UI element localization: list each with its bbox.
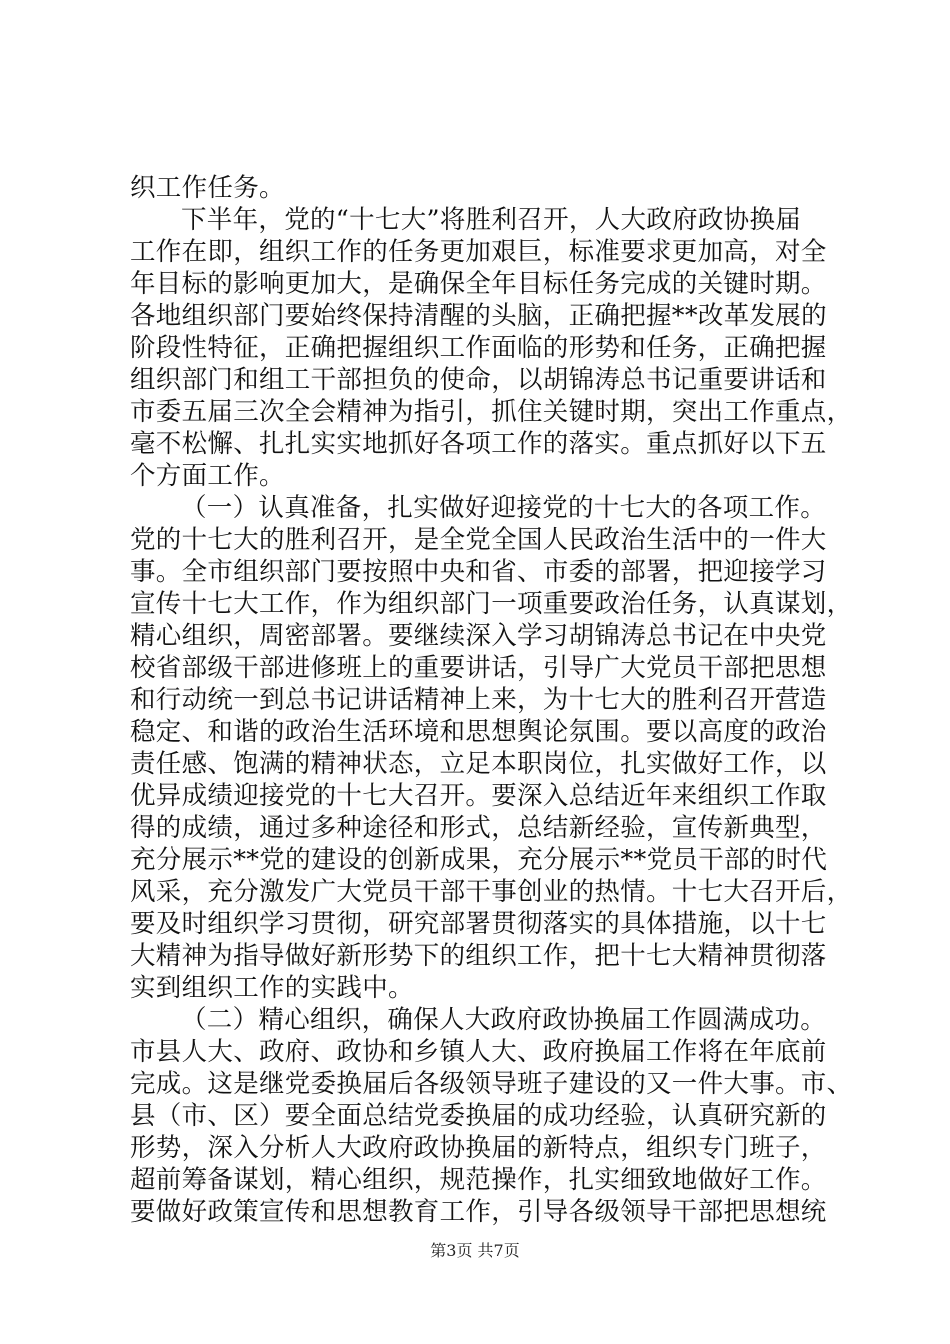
text-line: 工作在即，组织工作的任务更加艰巨，标准要求更加高，对全	[130, 237, 827, 267]
text-line: 稳定、和谐的政治生活环境和思想舆论氛围。要以高度的政治	[130, 717, 827, 747]
text-line: 责任感、饱满的精神状态，立足本职岗位，扎实做好工作，以	[130, 749, 827, 779]
text-line: 优异成绩迎接党的十七大召开。要深入总结近年来组织工作取	[130, 781, 827, 811]
text-line: 要及时组织学习贯彻，研究部署贯彻落实的具体措施，以十七	[130, 909, 827, 939]
text-line: 市委五届三次全会精神为指引，抓住关键时期，突出工作重点，	[130, 397, 853, 427]
text-line: 事。全市组织部门要按照中央和省、市委的部署，把迎接学习	[130, 557, 827, 587]
text-line: 宣传十七大工作，作为组织部门一项重要政治任务，认真谋划，	[130, 589, 853, 619]
text-line: 阶段性特征，正确把握组织工作面临的形势和任务，正确把握	[130, 333, 827, 363]
text-line: 实到组织工作的实践中。	[130, 973, 414, 1003]
text-line: （二）精心组织，确保人大政府政协换届工作圆满成功。	[181, 1005, 827, 1035]
text-line: 完成。这是继党委换届后各级领导班子建设的又一件大事。市、	[130, 1069, 853, 1099]
text-line: 织工作任务。	[130, 173, 285, 203]
text-line: 校省部级干部进修班上的重要讲话，引导广大党员干部把思想	[130, 653, 827, 683]
text-line: 和行动统一到总书记讲话精神上来，为十七大的胜利召开营造	[130, 685, 827, 715]
text-line: 个方面工作。	[130, 461, 285, 491]
text-line: 党的十七大的胜利召开，是全党全国人民政治生活中的一件大	[130, 525, 827, 555]
text-line: 超前筹备谋划，精心组织，规范操作，扎实细致地做好工作。	[130, 1165, 827, 1195]
text-line: 风采，充分激发广大党员干部干事创业的热情。十七大召开后，	[130, 877, 853, 907]
document-body	[130, 172, 853, 1228]
text-line: 市县人大、政府、政协和乡镇人大、政府换届工作将在年底前	[130, 1037, 827, 1067]
text-line: 毫不松懈、扎扎实实地抓好各项工作的落实。重点抓好以下五	[130, 429, 827, 459]
text-line: 组织部门和组工干部担负的使命，以胡锦涛总书记重要讲话和	[130, 365, 827, 395]
text-line: 年目标的影响更加大，是确保全年目标任务完成的关键时期。	[130, 269, 827, 299]
text-line: （一）认真准备，扎实做好迎接党的十七大的各项工作。	[181, 493, 827, 523]
text-line: 各地组织部门要始终保持清醒的头脑，正确把握**改革发展的	[130, 301, 827, 331]
text-line: 形势，深入分析人大政府政协换届的新特点，组织专门班子，	[130, 1133, 827, 1163]
text-line: 下半年，党的“十七大”将胜利召开，人大政府政协换届	[181, 205, 802, 235]
text-line: 精心组织，周密部署。要继续深入学习胡锦涛总书记在中央党	[130, 621, 827, 651]
text-line: 得的成绩，通过多种途径和形式，总结新经验，宣传新典型，	[130, 813, 827, 843]
text-line: 充分展示**党的建设的创新成果，充分展示**党员干部的时代	[130, 845, 828, 875]
text-line: 要做好政策宣传和思想教育工作，引导各级领导干部把思想统	[130, 1197, 827, 1227]
text-line: 县（市、区）要全面总结党委换届的成功经验，认真研究新的	[130, 1101, 827, 1131]
page-footer: 第3页 共7页	[430, 1241, 520, 1260]
text-line: 大精神为指导做好新形势下的组织工作，把十七大精神贯彻落	[130, 941, 827, 971]
